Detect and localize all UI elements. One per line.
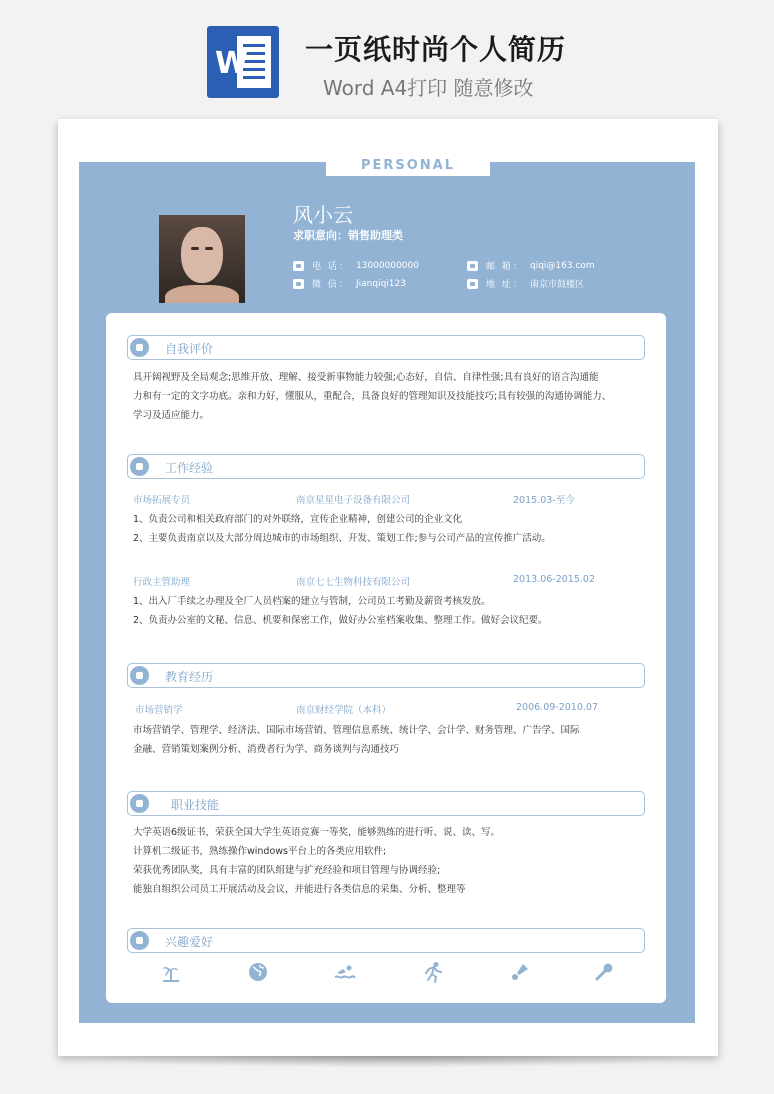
microphone-icon [593,961,615,983]
banner-title: 一页纸时尚个人简历 [305,33,567,66]
section-self-eval: 自我评价 [127,335,645,360]
contact-address: 地 址： 南京市鼓楼区 [467,277,584,290]
badminton-icon [509,961,531,983]
graduation-cap-icon [130,666,149,685]
skills-icon [130,794,149,813]
swimming-icon [334,961,356,983]
briefcase-icon [130,457,149,476]
section-hobbies: 兴趣爱好 [127,928,645,953]
self-eval-text: 具开阔视野及全局观念;思维开放、理解、接受新事物能力较强;心态好，自信、自律性强;具有良好的语言沟通能 力和有一定的文字功底。亲和力好，懂服从，重配合，具备良好的管理知识及技能技巧;具有较强的沟通协调能力、 学习及适应能力。 [133,372,612,421]
phone-icon [293,261,304,271]
skills-text: 大学英语6级证书，荣获全国大学生英语竞赛一等奖，能够熟练的进行听、说、读、写。 计算机二级证书，熟练操作windows平台上的各类应用软件; 荣获优秀团队奖，具有丰富的团队组建与扩充经验和项目管理与协调经验; 能独自组织公司员工开展活动及会议，并能进行各类信息的采集、分析、整理等 [133,827,501,895]
running-icon [422,961,444,983]
banner-subtitle: Word A4打印 随意修改 [323,76,534,100]
section-education: 教育经历 [127,663,645,688]
education-courses: 市场营销学、管理学、经济法、国际市场营销、管理信息系统、统计学、会计学、财务管理、广告学、国际 金融、营销策划案例分析、消费者行为学、商务谈判与沟通技巧 [133,725,580,755]
job-duties: 1、出入厂手续之办理及全厂人员档案的建立与管制，公司员工考勤及薪资考核发放。 2、负责办公室的文秘、信息、机要和保密工作，做好办公室档案收集、整理工作。做好会议纪要。 [133,596,548,626]
page-shadow [70,1056,706,1068]
star-icon [130,931,149,950]
profile-photo [159,215,245,303]
section-skills: 职业技能 [127,791,645,816]
word-icon: W [207,26,279,98]
resume-card: 自我评价 具开阔视野及全局观念;思维开放、理解、接受新事物能力较强;心态好，自信、自律性强;具有良好的语言沟通能 力和有一定的文字功底。亲和力好，懂服从，重配合，具备良好的管理知识及技能技巧;具有较强的沟通协调能力、 学习及适应能力。 工作经验 市场拓展专员 南京星星电子设备有限公司 2015.03-至今 1、负责公司和相关政府部门的对外联络，宣传企业精神，创建公司的企业文化 2、主要负责南京以及大部分周边城市的市场组织、开发、策划工作;参与公司产品的宣传推广活动。 行政主管助理 南京七七生物科技有限公司 2013.06-2015.02 1、出入厂手续之办理及全厂人员档案的建立与管制，公司员工考勤及薪资考核发放。 2、负责办公室的文秘、信息、机要和保密工作，做好办公室档案收集、整理工作。做好会议纪要。 教育经历 市场营销学 南京财经学院（本科） 2006.09-2010.07 市场营销学、管理学、经济法、国际市场营销、管理信息系统、统计学、会计学、财务管理、广告学、国际 金融、营销策划案例分析、消费者行为学、商务谈判与沟通技巧 职业技能 大学英语6级证书，荣获全国大学生英语竞赛一等奖，能够熟练的进行听、说、读、写。 计算机二级证书，熟练操作windows平台上的各类应用软件; 荣获优秀团队奖，具有丰富的团队组建与扩充经验和项目管理与协调经验; 能独自组织公司员工开展活动及会议，并能进行各类信息的采集、分析、整理等 兴趣爱好 [106,313,666,1003]
wechat-icon [293,279,304,289]
template-banner [0,0,774,110]
job-intent: 求职意向：销售助理类 [293,229,403,242]
contact-email: 邮 箱： qiqi@163.com [467,259,595,272]
globe-icon [247,961,269,983]
resume-tag: PERSONAL RESUME [326,156,490,176]
job-duties: 1、负责公司和相关政府部门的对外联络，宣传企业精神，创建公司的企业文化 2、主要负责南京以及大部分周边城市的市场组织、开发、策划工作;参与公司产品的宣传推广活动。 [133,514,551,544]
speech-icon [130,338,149,357]
beach-icon [160,961,182,983]
candidate-name: 风小云 [293,203,353,227]
location-icon [467,279,478,289]
mail-icon [467,261,478,271]
contact-phone: 电 话： 13000000000 [293,259,419,272]
contact-wechat: 微 信： Jianqiqi123 [293,277,406,290]
resume-page [58,119,718,1056]
section-work: 工作经验 [127,454,645,479]
